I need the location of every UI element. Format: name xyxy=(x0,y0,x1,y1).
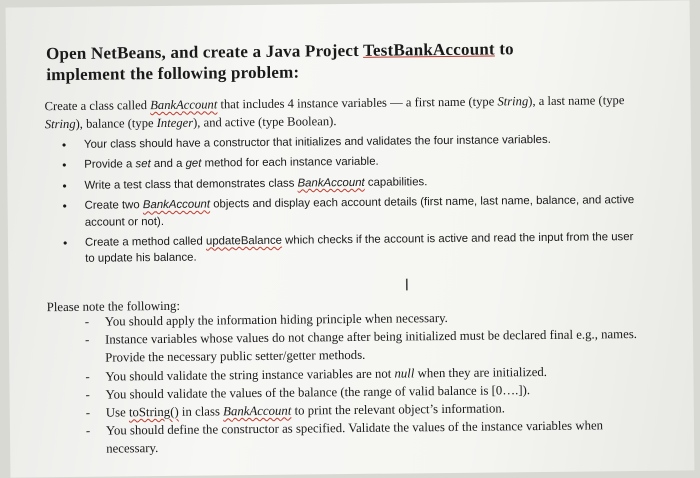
list-item-text: which checks if the account is active and read the input from the user to update his balance. xyxy=(85,231,634,266)
intro-paragraph xyxy=(44,91,644,133)
list-item xyxy=(63,192,643,231)
list-item xyxy=(62,151,642,173)
note-text: when they are initialized. xyxy=(414,364,548,380)
heading-text-end: to xyxy=(494,39,514,59)
intro-text: ), a last name (type xyxy=(528,93,625,109)
assignment-heading xyxy=(46,37,646,85)
document-page xyxy=(6,0,695,477)
bullet-marker: • xyxy=(62,158,67,173)
set-word: set xyxy=(135,158,151,171)
list-item-text: Provide a xyxy=(84,158,136,172)
bullet-marker: • xyxy=(62,235,68,251)
note-text: in class xyxy=(178,404,224,419)
list-item-text: Create a method called xyxy=(84,235,207,249)
class-name: BankAccount xyxy=(223,403,292,419)
class-name: BankAccount xyxy=(297,176,365,190)
null-word: null xyxy=(394,365,415,381)
dash-marker: - xyxy=(85,387,90,402)
project-name: TestBankAccount xyxy=(362,39,495,60)
text-cursor-icon: I xyxy=(404,275,410,295)
class-name: BankAccount xyxy=(150,97,218,113)
note-text: You should define the constructor as specified. Validate the values of the instance variables when necessary. xyxy=(105,418,604,456)
list-item xyxy=(63,229,643,268)
method-name: toString() xyxy=(128,404,179,420)
method-name: updateBalance xyxy=(205,234,283,248)
dash-marker: - xyxy=(84,314,90,329)
get-word: get xyxy=(185,157,202,171)
notes-list xyxy=(85,307,646,458)
list-item xyxy=(62,131,642,153)
notes-title: Please note the following: xyxy=(46,298,181,315)
note-text: Instance variables whose values do not change after being initialized must be declared final e.g., names. Provide the necessary public setter/getter methods. xyxy=(104,327,638,365)
list-item-text: capabilities. xyxy=(364,175,428,189)
heading-text: Open NetBeans, and create a Java Project xyxy=(45,40,364,64)
heading-line2: implement the following problem: xyxy=(46,62,300,85)
list-item xyxy=(85,325,645,367)
intro-text: ), balance (type xyxy=(75,116,157,131)
intro-text: that includes 4 instance variables — a first name (type xyxy=(217,94,498,112)
note-text: You should apply the information hiding principle when necessary. xyxy=(104,310,448,329)
list-item-text: objects and display each account details (first name, last name, balance, and active account or not). xyxy=(84,194,635,229)
list-item-text: Create two xyxy=(84,199,143,212)
note-text: You should validate the string instance variables are not xyxy=(105,366,395,384)
class-name: BankAccount xyxy=(142,198,211,212)
list-item xyxy=(62,172,642,194)
list-item-text: Your class should have a constructor that initializes and validates the four instance variables. xyxy=(83,133,551,151)
dash-marker: - xyxy=(85,405,91,420)
requirements-list xyxy=(62,131,643,272)
list-item-text: method for each instance variable. xyxy=(201,156,379,170)
bullet-marker: • xyxy=(62,178,67,193)
list-item xyxy=(86,416,646,458)
bullet-marker: • xyxy=(61,137,67,153)
list-item-text: Write a test class that demonstrates class xyxy=(84,177,298,192)
note-text: to print the relevant object’s information. xyxy=(291,401,505,418)
dash-marker: - xyxy=(85,369,90,384)
list-item-text: and a xyxy=(150,158,186,171)
bullet-marker: • xyxy=(62,199,67,214)
intro-text: Create a class called xyxy=(44,98,151,114)
type-string: String xyxy=(44,116,76,132)
type-integer: Integer xyxy=(156,115,194,131)
type-string: String xyxy=(497,94,529,109)
note-text: Use xyxy=(105,405,129,420)
intro-text: ), and active (type Boolean). xyxy=(192,114,337,130)
dash-marker: - xyxy=(85,423,91,438)
dash-marker: - xyxy=(84,332,90,347)
note-text: You should validate the values of the balance (the range of valid balance is [0….]). xyxy=(105,382,531,402)
